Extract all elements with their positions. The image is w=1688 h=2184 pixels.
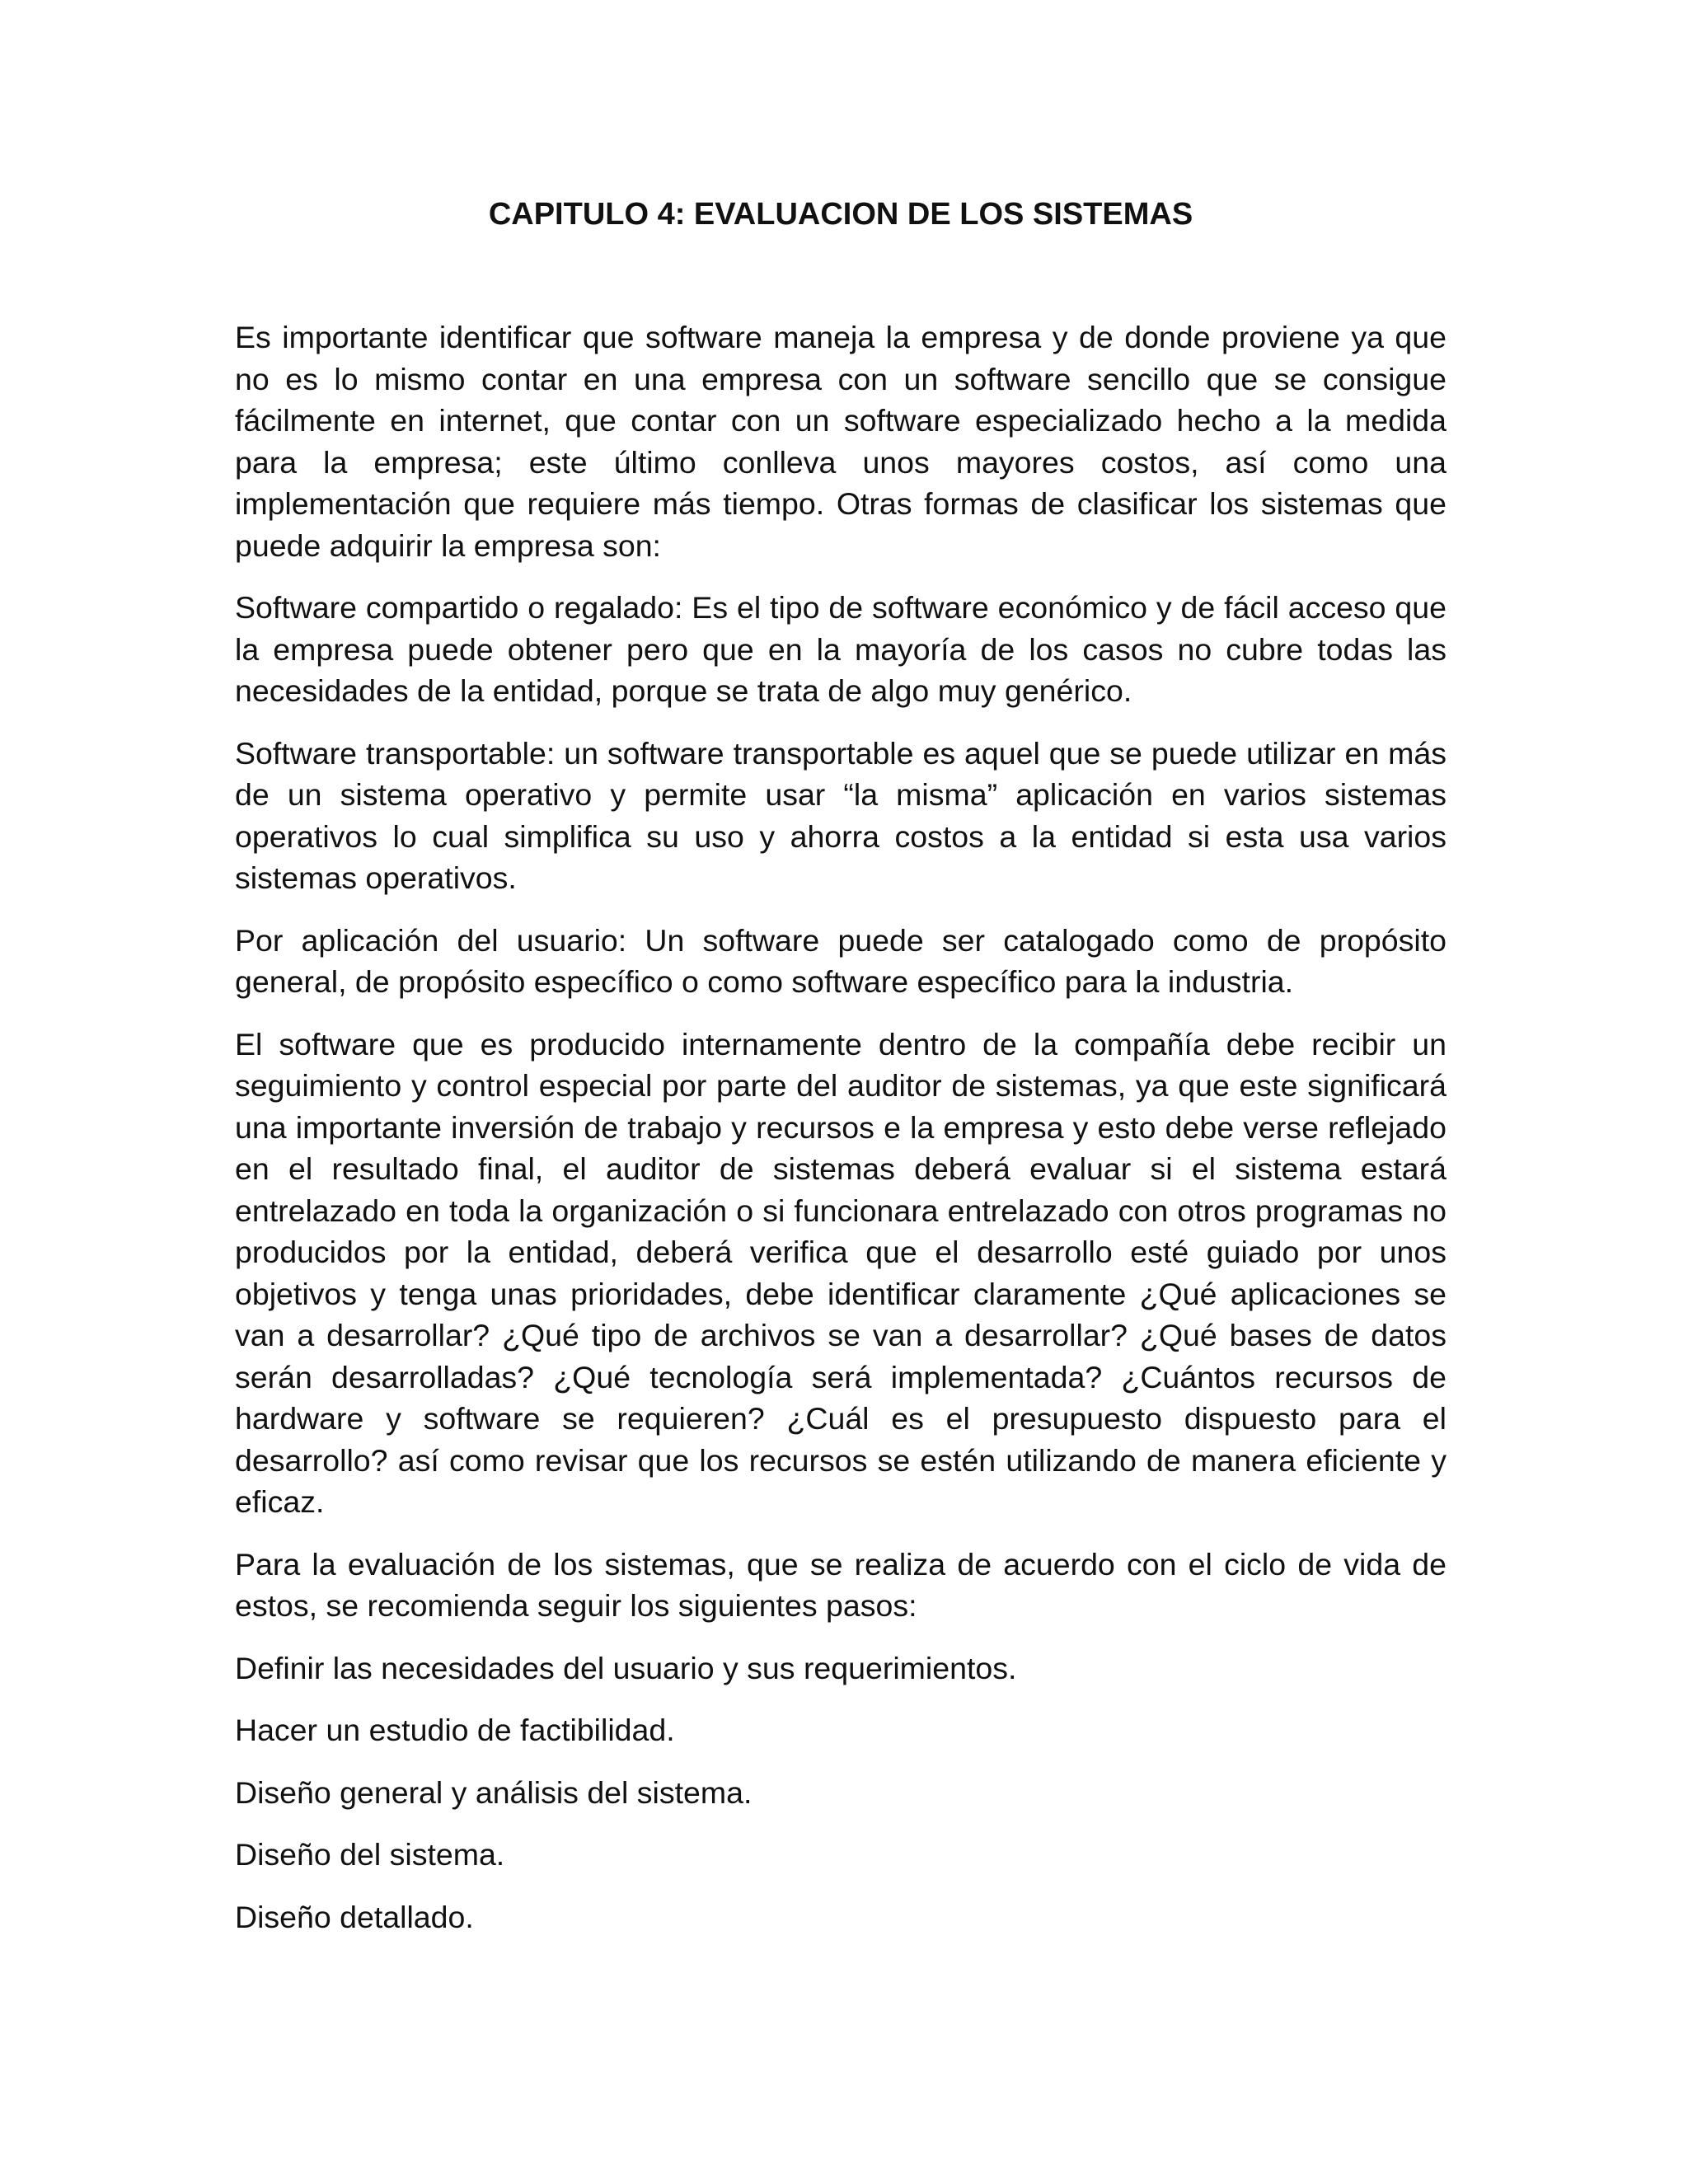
- paragraph-intro: Es importante identificar que software maneja la empresa y de donde proviene ya que no es lo mismo contar en una empresa con un software sencillo que se consigue fácilmente en internet, que contar con un software especializado hecho a la medida para la empresa; este último conlleva unos mayores costos, así como una implementación que requiere más tiempo. Otras formas de clasificar los sistemas que puede adquirir la empresa son:: [235, 320, 1447, 563]
- chapter-title: CAPITULO 4: EVALUACION DE LOS SISTEMAS: [488, 197, 1193, 232]
- step-item: Diseño detallado.: [235, 1899, 474, 1934]
- paragraph-internal-software: El software que es producido internamente dentro de la compañía debe recibir un seguimiento y control especial por parte del auditor de sistemas, ya que este significará una importante inversión de trabajo y recursos e la empresa y esto debe verse reflejado en el resultado final, el auditor de sistemas deberá evaluar si el sistema estará entrelazado en toda la organización o si funcionara entrelazado con otros programas no producidos por la entidad, deberá verifica que el desarrollo esté guiado por unos objetivos y tenga unas prioridades, debe identificar claramente ¿Qué aplicaciones se van a desarrollar? ¿Qué tipo de archivos se van a desarrollar? ¿Qué bases de datos serán desarrolladas? ¿Qué tecnología será implementada? ¿Cuántos recursos de hardware y software se requieren? ¿Cuál es el presupuesto dispuesto para el desarrollo? así como revisar que los recursos se estén utilizando de manera eficiente y eficaz.: [235, 1026, 1447, 1519]
- step-item: Diseño general y análisis del sistema.: [235, 1774, 753, 1810]
- paragraph-user-application: Por aplicación del usuario: Un software puede ser catalogado como de propósito general, de propósito específico o como software específico para la industria.: [235, 922, 1447, 999]
- paragraph-portable-software: Software transportable: un software transportable es aquel que se puede utilizar en más de un sistema operativo y permite usar “la misma” aplicación en varios sistemas operativos lo cual simplifica su uso y ahorra costos a la entidad si esta usa varios sistemas operativos.: [235, 735, 1447, 895]
- step-item: Diseño del sistema.: [235, 1837, 505, 1872]
- document-body: [235, 316, 1447, 1958]
- step-item: Definir las necesidades del usuario y sus requerimientos.: [235, 1650, 1017, 1685]
- paragraph-evaluation-steps-intro: Para la evaluación de los sistemas, que se realiza de acuerdo con el ciclo de vida de estos, se recomienda seguir los siguientes pasos:: [235, 1546, 1447, 1623]
- step-item: Hacer un estudio de factibilidad.: [235, 1713, 675, 1747]
- paragraph-shared-software: Software compartido o regalado: Es el tipo de software económico y de fácil acceso que la empresa puede obtener pero que en la mayoría de los casos no cubre todas las necesidades de la entidad, porque se trata de algo muy genérico.: [235, 590, 1447, 708]
